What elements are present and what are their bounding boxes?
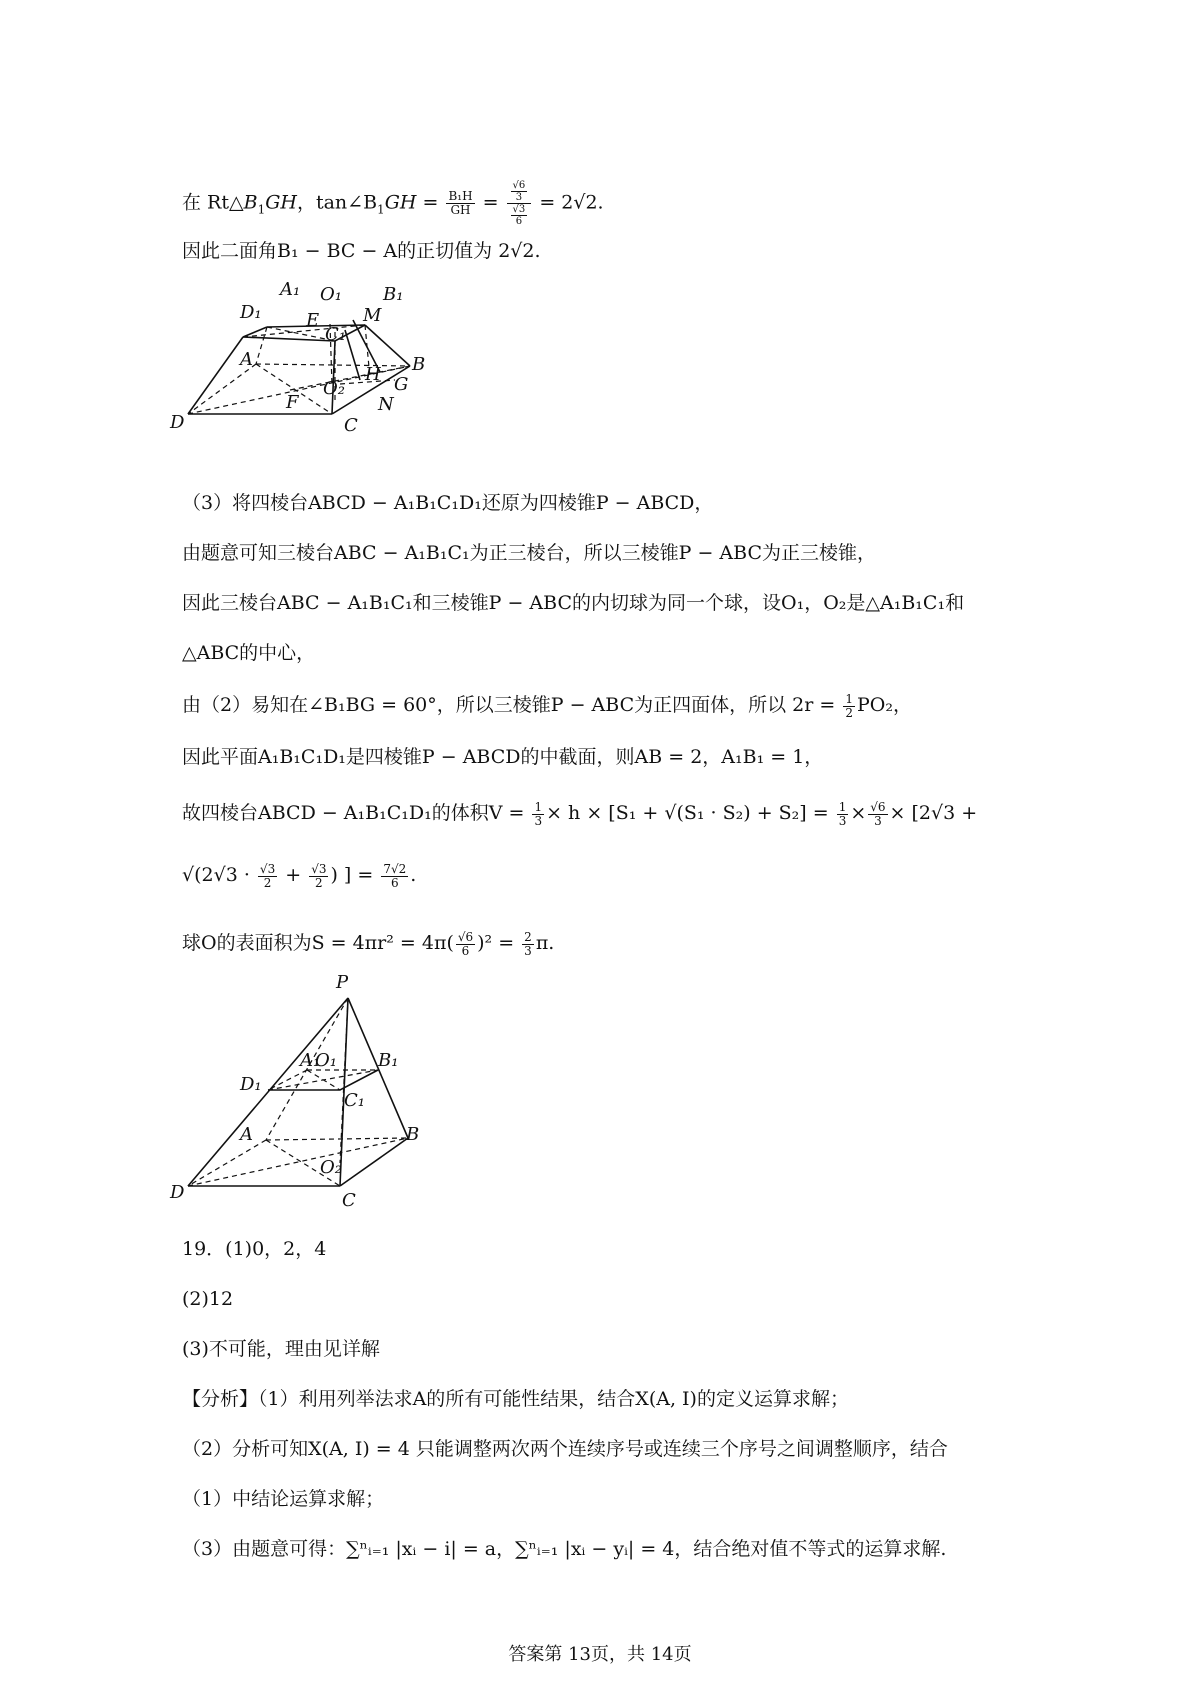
label-O1: O₁ [320,284,342,305]
fraction-root3-2b: $\frac{√3}{2}$ [311,861,327,890]
label-D1: D₁ [240,302,262,323]
label-A: A [240,1124,253,1145]
label-O2: O₂ [320,1157,342,1178]
label-F: F [286,392,299,413]
fraction-root6-3: $\frac{√6}{3}$ [870,799,886,828]
label-H: H [365,364,381,385]
label-D: D [170,1182,185,1203]
line-center: △ABC的中心， [182,642,316,664]
fraction-root3-2: $\frac{√3}{2}$ [259,861,276,890]
line-inscribed-sphere: 因此三棱台ABC − A₁B₁C₁和三棱锥P − ABC的内切球为同一个球，设O₁，O₂是△A₁B₁C₁和 [182,592,965,614]
line-q19-2: (2)12 [182,1288,234,1310]
result: = 2√2. [539,191,604,214]
pyramid-figure [170,972,480,1218]
label-P: P [336,972,349,993]
label-B1: B₁ [378,1050,399,1071]
page-footer: 答案第 13页，共 14页 [508,1644,692,1665]
line-step3: （3）将四棱台ABCD − A₁B₁C₁D₁还原为四棱锥P − ABCD， [182,492,714,514]
line-volume: 故四棱台ABCD − A₁B₁C₁D₁的体积V = $\frac{1}{3}$ × h × [S₁ + √(S₁ · S₂) + S₂] = $\frac{1}{3}$ × $\frac{√6}{3}$ × [2√3 + [182,799,978,828]
line-dihedral-angle: 因此二面角B₁ − BC − A的正切值为 2√2. [182,240,541,262]
line-tetrahedron: 由（2）易知在∠B₁BG = 60°，所以三棱锥P − ABC为正四面体，所以 2r = $\frac{1}{2}$ PO₂， [182,691,912,720]
label-D: D [170,412,185,433]
line-mid-section: 因此平面A₁B₁C₁D₁是四棱锥P − ABCD的中截面，则AB = 2，A₁B₁ = 1， [182,746,824,768]
line-volume-cont: √(2√3 · $\frac{√3}{2}$ + $\frac{√3}{2}$ ) ] = $\frac{7√2}{6}$ . [182,861,417,890]
frustum-figure [170,279,480,470]
label-B1: B₁ [383,284,404,305]
label-G: G [394,374,409,395]
line-surface-area: 球O的表面积为S = 4πr² = 4π( $\frac{√6}{6}$ )² = $\frac{2}{3}$ π. [182,929,555,958]
fraction-root6-6: $\frac{√6}{6}$ [457,929,474,958]
label-E: E [306,310,320,331]
label-A1: A₁ [300,1050,321,1071]
label-C1: C₁ [344,1090,365,1111]
text: 在 Rt△ [182,191,244,214]
line-analysis-4: （3）由题意可得：∑ⁿᵢ₌₁ |xᵢ − i| = a，∑ⁿᵢ₌₁ |xᵢ − yᵢ| = 4，结合绝对值不等式的运算求解. [182,1538,947,1560]
label-C: C [342,1190,356,1211]
line-analysis-2: （2）分析可知X(A, I) = 4 只能调整两次两个连续序号或连续三个序号之间调整顺序，结合 [182,1438,948,1460]
fraction-7root2-6: $\frac{7√2}{6}$ [383,861,407,890]
fraction-half: $\frac{1}{2}$ [845,691,853,720]
label-B: B [412,354,426,375]
label-A: A [240,349,253,370]
text: ，tan∠B [296,191,378,214]
line-analysis-3: （1）中结论运算求解； [182,1488,385,1510]
label-B: B [406,1124,420,1145]
label-N: N [378,394,394,415]
fraction-third: $\frac{1}{3}$ [534,799,543,828]
label-M: M [363,305,382,326]
line-q19-1: 19．(1)0，2，4 [182,1238,327,1260]
label-C: C [344,415,358,436]
line-q19-3: (3)不可能，理由见详解 [182,1338,380,1360]
fraction-b1h-gh: $\frac{\text{B₁H}}{GH}$ [448,189,473,217]
line-tan-computation: 在 $Rt\triangle B_1GH$，$\tan\angle B_1GH$ = $\frac{\text{B₁H}}{GH}$ = $\frac{\frac{√6}{3}}{\frac{√3}{6}}$ = 2√2. [182,180,604,227]
line-analysis-1: 【分析】（1）利用列举法求A的所有可能性结果，结合X(A, I)的定义运算求解； [182,1388,849,1410]
fraction-nested: $\frac{\frac{√6}{3}}{\frac{√3}{6}}$ [507,180,532,227]
fraction-2-3: $\frac{2}{3}$ [524,929,532,958]
line-regular-frustum: 由题意可知三棱台ABC − A₁B₁C₁为正三棱台，所以三棱锥P − ABC为正三棱锥， [182,542,877,564]
label-A1: A₁ [280,279,301,300]
label-D1: D₁ [240,1074,262,1095]
label-O1: O₁ [315,1050,337,1071]
label-C1: C₁ [325,324,346,345]
label-O2: O₂ [323,378,345,399]
fraction-third-2: $\frac{1}{3}$ [838,799,847,828]
